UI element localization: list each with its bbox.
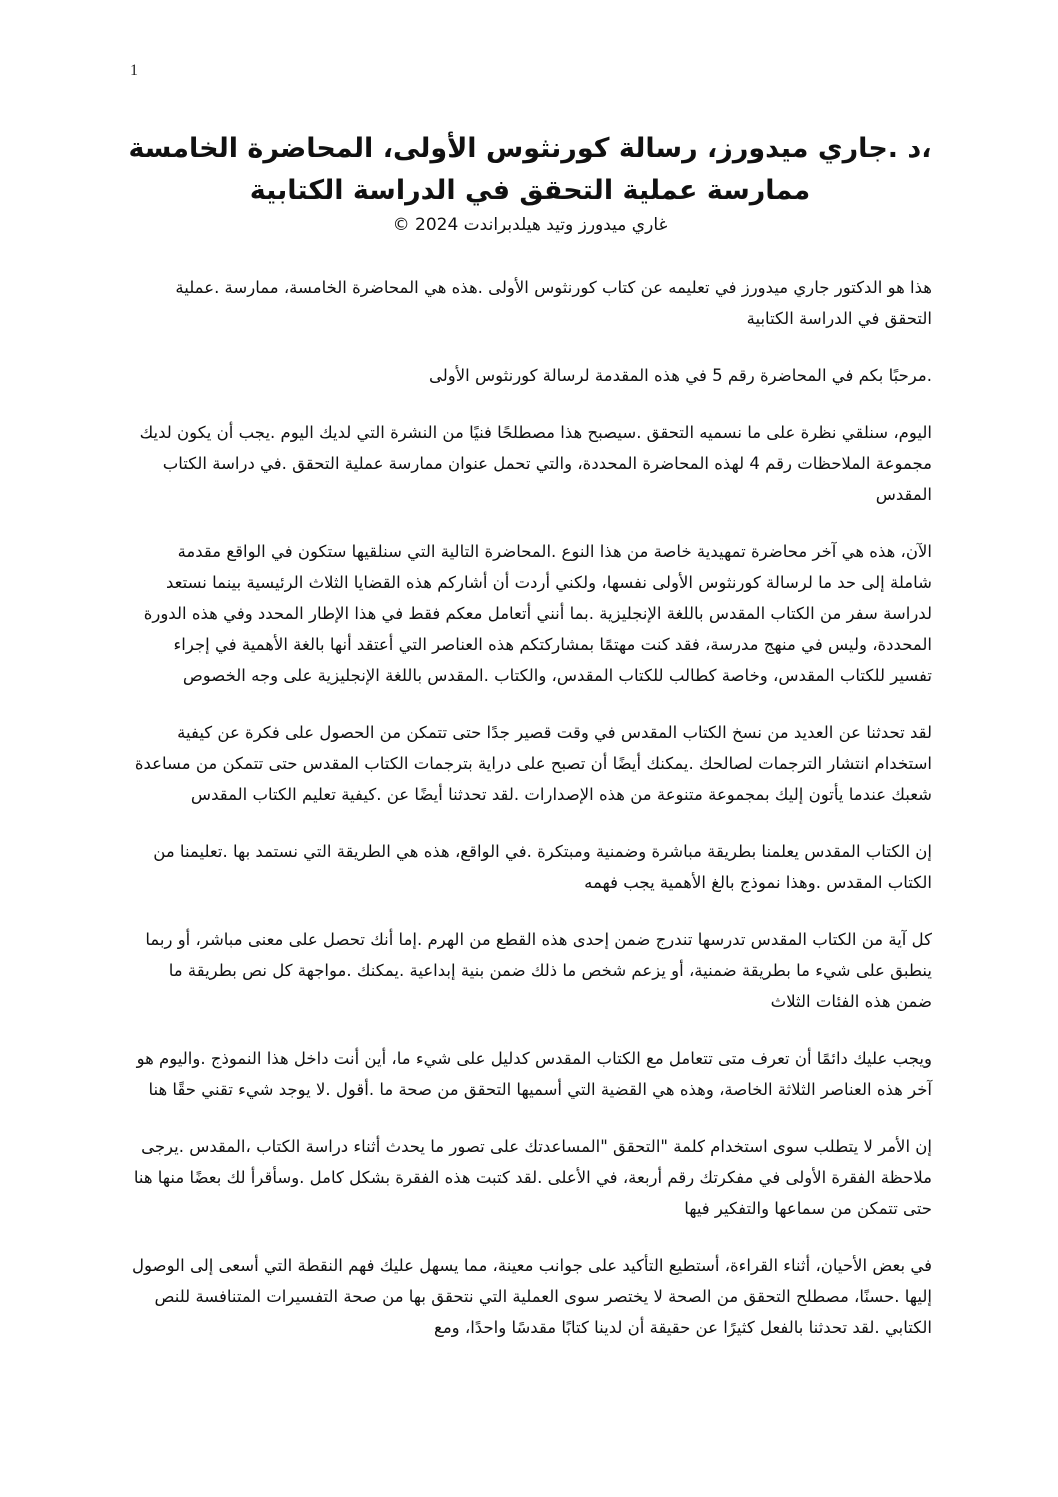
paragraph: إن الأمر لا يتطلب سوى استخدام كلمة "التحقق "المساعدتك على تصور ما يحدث أثناء دراسة الكتاب ،المقدس .يرجى ملاحظة الفقرة الأولى في مفكرتك رقم أربعة، في الأعلى .لقد كتبت هذه الفقرة بشكل كامل .وسأقرأ لك بعضًا منها هنا حتى تتمكن من سماعها والتفكير فيها [133, 1137, 932, 1218]
page-number: 1 [130, 62, 138, 79]
paragraph: اليوم، سنلقي نظرة على ما نسميه التحقق .سيصبح هذا مصطلحًا فنيًا من النشرة التي لديك اليوم .يجب أن يكون لديك مجموعة الملاحظات رقم 4 لهذه المحاضرة المحددة، والتي تحمل عنوان ممارسة عملية التحقق .في دراسة الكتاب المقدس [139, 423, 932, 504]
document-body [132, 272, 932, 1369]
title-block [120, 128, 940, 238]
document-title-line-2: ممارسة عملية التحقق في الدراسة الكتابية [249, 175, 811, 206]
paragraph: هذا هو الدكتور جاري ميدورز في تعليمه عن كتاب كورنثوس الأولى .هذه هي المحاضرة الخامسة، ممارسة .عملية التحقق في الدراسة الكتابية [175, 278, 932, 328]
paragraph: .مرحبًا بكم في المحاضرة رقم 5 في هذه المقدمة لرسالة كورنثوس الأولى [428, 366, 932, 385]
document-title-line-1: ،د .جاري ميدورز، رسالة كورنثوس الأولى، المحاضرة الخامسة [128, 133, 932, 164]
paragraph: الآن، هذه هي آخر محاضرة تمهيدية خاصة من هذا النوع .المحاضرة التالية التي سنلقيها ستكون في الواقع مقدمة شاملة إلى حد ما لرسالة كورنثوس الأولى نفسها، ولكني أردت أن أشاركم هذه القضايا الثلاث الرئيسية بينما نستعد لدراسة سفر من الكتاب المقدس باللغة الإنجليزية .بما أنني أتعامل معكم فقط في هذا الإطار المحدد وفي هذه الدورة المحددة، وليس في منهج مدرسة، فقد كنت مهتمًا بمشاركتكم هذه العناصر التي أعتقد أنها بالغة الأهمية في إجراء تفسير للكتاب المقدس، وخاصة كطالب للكتاب المقدس، والكتاب .المقدس باللغة الإنجليزية على وجه الخصوص [143, 542, 932, 685]
copyright-line: غاري ميدورز وتيد هيلدبراندت 2024 © [392, 215, 668, 235]
paragraph: إن الكتاب المقدس يعلمنا بطريقة مباشرة وضمنية ومبتكرة .في الواقع، هذه هي الطريقة التي نستمد بها .تعليمنا من الكتاب المقدس .وهذا نموذج بالغ الأهمية يجب فهمه [153, 842, 932, 892]
paragraph: لقد تحدثنا عن العديد من نسخ الكتاب المقدس في وقت قصير جدًا حتى تتمكن من الحصول على فكرة عن كيفية استخدام انتشار الترجمات لصالحك .يمكنك أيضًا أن تصبح على دراية بترجمات الكتاب المقدس حتى تتمكن من مساعدة شعبك عندما يأتون إليك بمجموعة متنوعة من هذه الإصدارات .لقد تحدثنا أيضًا عن .كيفية تعليم الكتاب المقدس [134, 723, 932, 804]
paragraph: ويجب عليك دائمًا أن تعرف متى تتعامل مع الكتاب المقدس كدليل على شيء ما، أين أنت داخل هذا النموذج .واليوم هو آخر هذه العناصر الثلاثة الخاصة، وهذه هي القضية التي أسميها التحقق من صحة ما .أقول .لا يوجد شيء تقني حقًا هنا [136, 1049, 932, 1099]
paragraph: كل آية من الكتاب المقدس تدرسها تندرج ضمن إحدى هذه القطع من الهرم .إما أنك تحصل على معنى مباشر، أو ربما ينطبق على شيء ما بطريقة ضمنية، أو يزعم شخص ما ذلك ضمن بنية إبداعية .يمكنك .مواجهة كل نص بطريقة ما ضمن هذه الفئات الثلاث [145, 930, 932, 1011]
paragraph: في بعض الأحيان، أثناء القراءة، أستطيع التأكيد على جوانب معينة، مما يسهل عليك فهم النقطة التي أسعى إلى الوصول إليها .حسنًا، مصطلح التحقق من الصحة لا يختصر سوى العملية التي نتحقق بها من صحة التفسيرات المتنافسة للنص الكتابي .لقد تحدثنا بالفعل كثيرًا عن حقيقة أن لدينا كتابًا مقدسًا واحدًا، ومع [132, 1256, 932, 1337]
